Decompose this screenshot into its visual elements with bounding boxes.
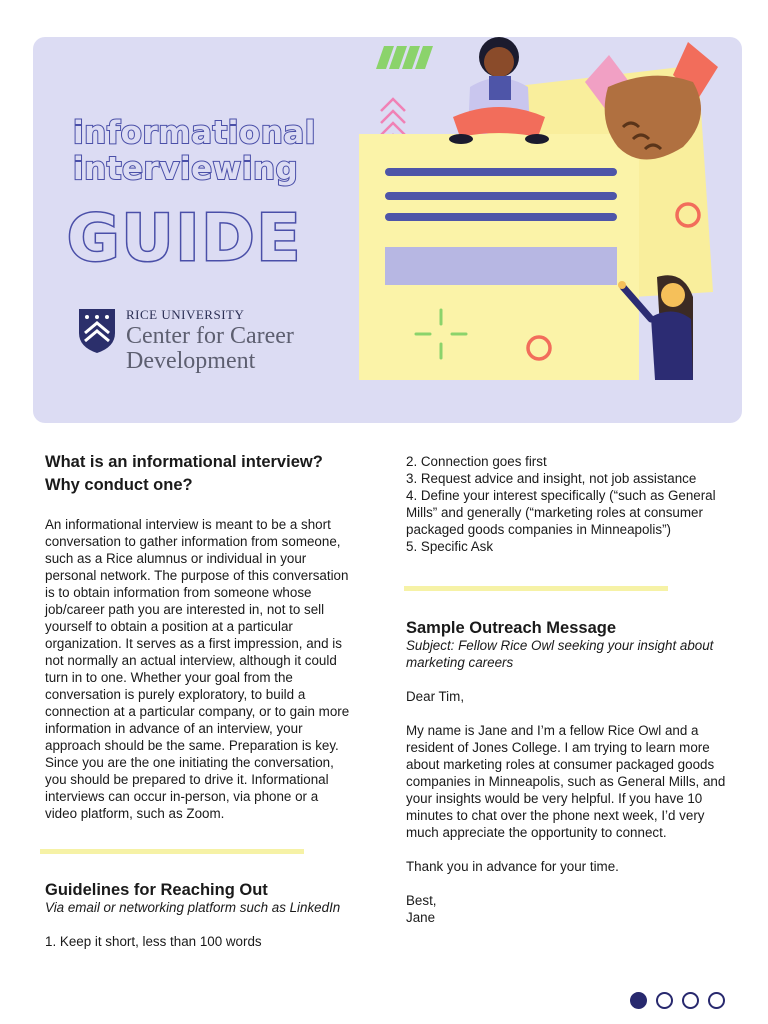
page-dot-3[interactable] xyxy=(682,992,699,1009)
body-line: video platform, such as Zoom. xyxy=(45,806,225,821)
body-line: personal network. The purpose of this conversation xyxy=(45,568,349,583)
body-line: you should be prepared to drive it. Informational xyxy=(45,772,329,787)
green-stripes-decoration xyxy=(376,46,433,69)
body-line: An informational interview is meant to be a short xyxy=(45,517,331,532)
message-line: your insights would be very helpful. If you have 10 xyxy=(406,791,703,806)
subject-line-2: marketing careers xyxy=(406,655,514,670)
logo-line-1: Center for Career xyxy=(126,323,294,349)
guideline-item: packaged goods companies in Minneapolis”) xyxy=(406,522,671,537)
hero-banner xyxy=(33,37,742,423)
body-line: organization. It serves as a first impression, and is xyxy=(45,636,342,651)
guideline-item: 3. Request advice and insight, not job assistance xyxy=(406,471,697,486)
message-line: companies in Minneapolis, such as General Mills, and xyxy=(406,774,726,789)
intro-paragraph xyxy=(45,516,375,822)
message-line: My name is Jane and I’m a fellow Rice Owl and a xyxy=(406,723,699,738)
body-line: conversation to gather information from someone, xyxy=(45,534,341,549)
title-line-1: informational xyxy=(73,115,316,151)
message-subject xyxy=(406,637,746,671)
guidelines-heading: Guidelines for Reaching Out xyxy=(45,881,268,899)
guidelines-subtitle: Via email or networking platform such as LinkedIn xyxy=(45,900,341,915)
left-column xyxy=(45,451,375,822)
message-signature: Jane xyxy=(406,910,436,925)
logo-department xyxy=(126,324,294,374)
guideline-item: 2. Connection goes first xyxy=(406,454,547,469)
body-line: is to obtain information from someone whose xyxy=(45,585,312,600)
body-line: job/career path you are interested in, not to sell xyxy=(45,602,325,617)
message-line: minutes to chat over the phone next week, I’d very xyxy=(406,808,705,823)
message-greeting: Dear Tim, xyxy=(406,689,465,704)
body-line: conversation is purely exploratory, to build a xyxy=(45,687,306,702)
guideline-item: 5. Specific Ask xyxy=(406,539,494,554)
section-heading xyxy=(45,451,375,497)
message-body xyxy=(406,722,746,841)
guidelines-section xyxy=(45,879,375,950)
body-line: yourself to obtain a position at a particular xyxy=(45,619,293,634)
page-dot-4[interactable] xyxy=(708,992,725,1009)
body-line: connection at a particular company, or to gain more xyxy=(45,704,350,719)
subject-line-1: Subject: Fellow Rice Owl seeking your insight about xyxy=(406,638,714,653)
message-line: about marketing roles at consumer packaged goods xyxy=(406,757,715,772)
logo-university: RICE UNIVERSITY xyxy=(126,307,245,322)
body-line: approach should be the same. Preparation is key. xyxy=(45,738,339,753)
body-line: turn in to one. Whether your goal from the xyxy=(45,670,293,685)
title-line-2: interviewing xyxy=(73,151,299,187)
body-line: interviews can occur in-person, via phone or a xyxy=(45,789,319,804)
message-line: resident of Jones College. I am trying to learn more xyxy=(406,740,710,755)
heading-line-2: Why conduct one? xyxy=(45,476,193,494)
logo-line-2: Development xyxy=(126,348,256,374)
sample-heading: Sample Outreach Message xyxy=(406,619,617,637)
section-divider xyxy=(404,586,668,591)
heading-line-1: What is an informational interview? xyxy=(45,453,323,471)
guideline-item: 4. Define your interest specifically (“such as General xyxy=(406,488,716,503)
message-line: much appreciate the opportunity to connect. xyxy=(406,825,667,840)
guidelines-list xyxy=(406,453,746,555)
body-line: not normally an actual interview, although it could xyxy=(45,653,337,668)
body-line: information in advance of an interview, your xyxy=(45,721,303,736)
page-indicator xyxy=(630,992,725,1009)
message-closing: Best, xyxy=(406,893,437,908)
body-line: Since you are the one initiating the conversation, xyxy=(45,755,334,770)
page-dot-1[interactable] xyxy=(630,992,647,1009)
section-divider xyxy=(40,849,304,854)
guideline-item: Mills” and generally (“marketing roles at consumer xyxy=(406,505,703,520)
guideline-item: 1. Keep it short, less than 100 words xyxy=(45,934,262,949)
page-dot-2[interactable] xyxy=(656,992,673,1009)
sample-message-section xyxy=(406,617,746,926)
rice-shield-icon xyxy=(77,307,117,355)
title-guide: GUIDE xyxy=(67,202,303,276)
body-line: such as a Rice alumnus or individual in your xyxy=(45,551,307,566)
message-thanks: Thank you in advance for your time. xyxy=(406,859,619,874)
